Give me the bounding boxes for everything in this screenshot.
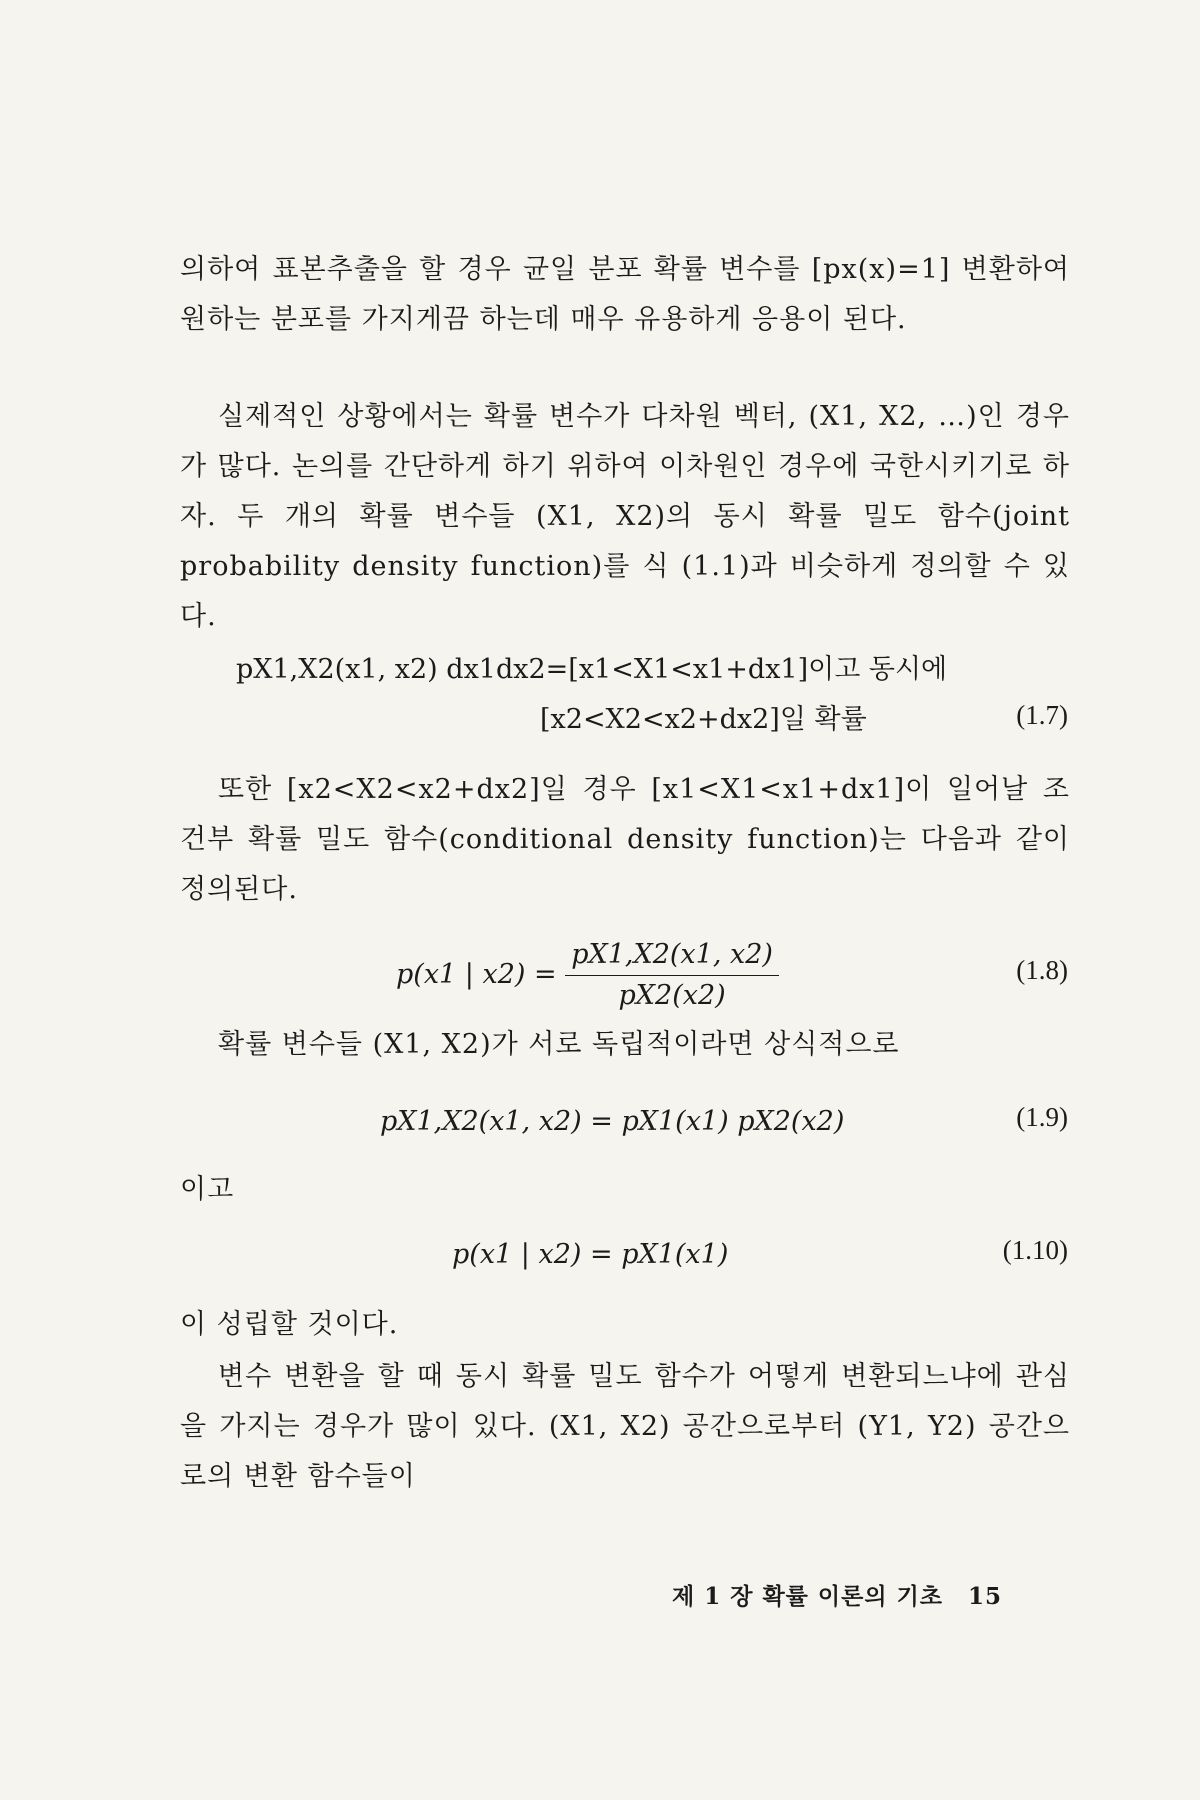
equation-number-1-9: (1.9)	[1016, 1102, 1068, 1132]
page-number: 15	[968, 1583, 1003, 1610]
equation-number-1-8: (1.8)	[1016, 955, 1068, 985]
equation-1-8-fraction	[565, 935, 779, 1016]
equation-1-8-numerator: pX1,X2(x1, x2)	[565, 935, 779, 976]
paragraph-2: 실제적인 상황에서는 확률 변수가 다차원 벡터, (X1, X2, …)인 경우가 많다. 논의를 간단하게 하기 위하여 이차원인 경우에 국한시키기로 하자. 두 개의 확률 변수들 (X1, X2)의 동시 확률 밀도 함수(joint probability density function)를 식 (1.1)과 비슷하게 정의할 수 있다.	[180, 401, 1070, 632]
equation-1-7-line-1: pX1,X2(x1, x2) dx1dx2=[x1<X1<x1+dx1]이고 동시에	[236, 654, 948, 685]
running-head: 제 1 장 확률 이론의 기초	[672, 1583, 944, 1610]
equation-number-1-10: (1.10)	[1002, 1235, 1068, 1265]
paragraph-1: 의하여 표본추출을 할 경우 균일 분포 확률 변수를 [px(x)=1] 변환하여 원하는 분포를 가지게끔 하는데 매우 유용하게 응용이 된다.	[180, 254, 1070, 335]
equation-number-1-7: (1.7)	[1016, 700, 1068, 730]
equation-1-9: pX1,X2(x1, x2) = pX1(x1) pX2(x2)	[380, 1106, 845, 1137]
paragraph-3: 또한 [x2<X2<x2+dx2]일 경우 [x1<X1<x1+dx1]이 일어날 조건부 확률 밀도 함수(conditional density function)는 다음과 같이 정의된다.	[180, 774, 1070, 905]
equation-1-8	[396, 935, 779, 1016]
equation-1-7-line-2: [x2<X2<x2+dx2]일 확률	[540, 704, 867, 735]
paragraph-4: 확률 변수들 (X1, X2)가 서로 독립적이라면 상식적으로	[218, 1029, 900, 1060]
paragraph-6: 이 성립할 것이다.	[180, 1309, 399, 1340]
paragraph-7: 변수 변환을 할 때 동시 확률 밀도 함수가 어떻게 변환되느냐에 관심을 가지는 경우가 많이 있다. (X1, X2) 공간으로부터 (Y1, Y2) 공간으로의 변환 함수들이	[180, 1361, 1070, 1492]
equation-1-8-lhs: p(x1 | x2) =	[396, 959, 557, 990]
equation-1-10: p(x1 | x2) = pX1(x1)	[452, 1239, 729, 1270]
paragraph-5: 이고	[180, 1174, 235, 1205]
page-footer	[672, 1578, 1002, 1611]
equation-1-8-denominator: pX2(x2)	[618, 980, 726, 1011]
